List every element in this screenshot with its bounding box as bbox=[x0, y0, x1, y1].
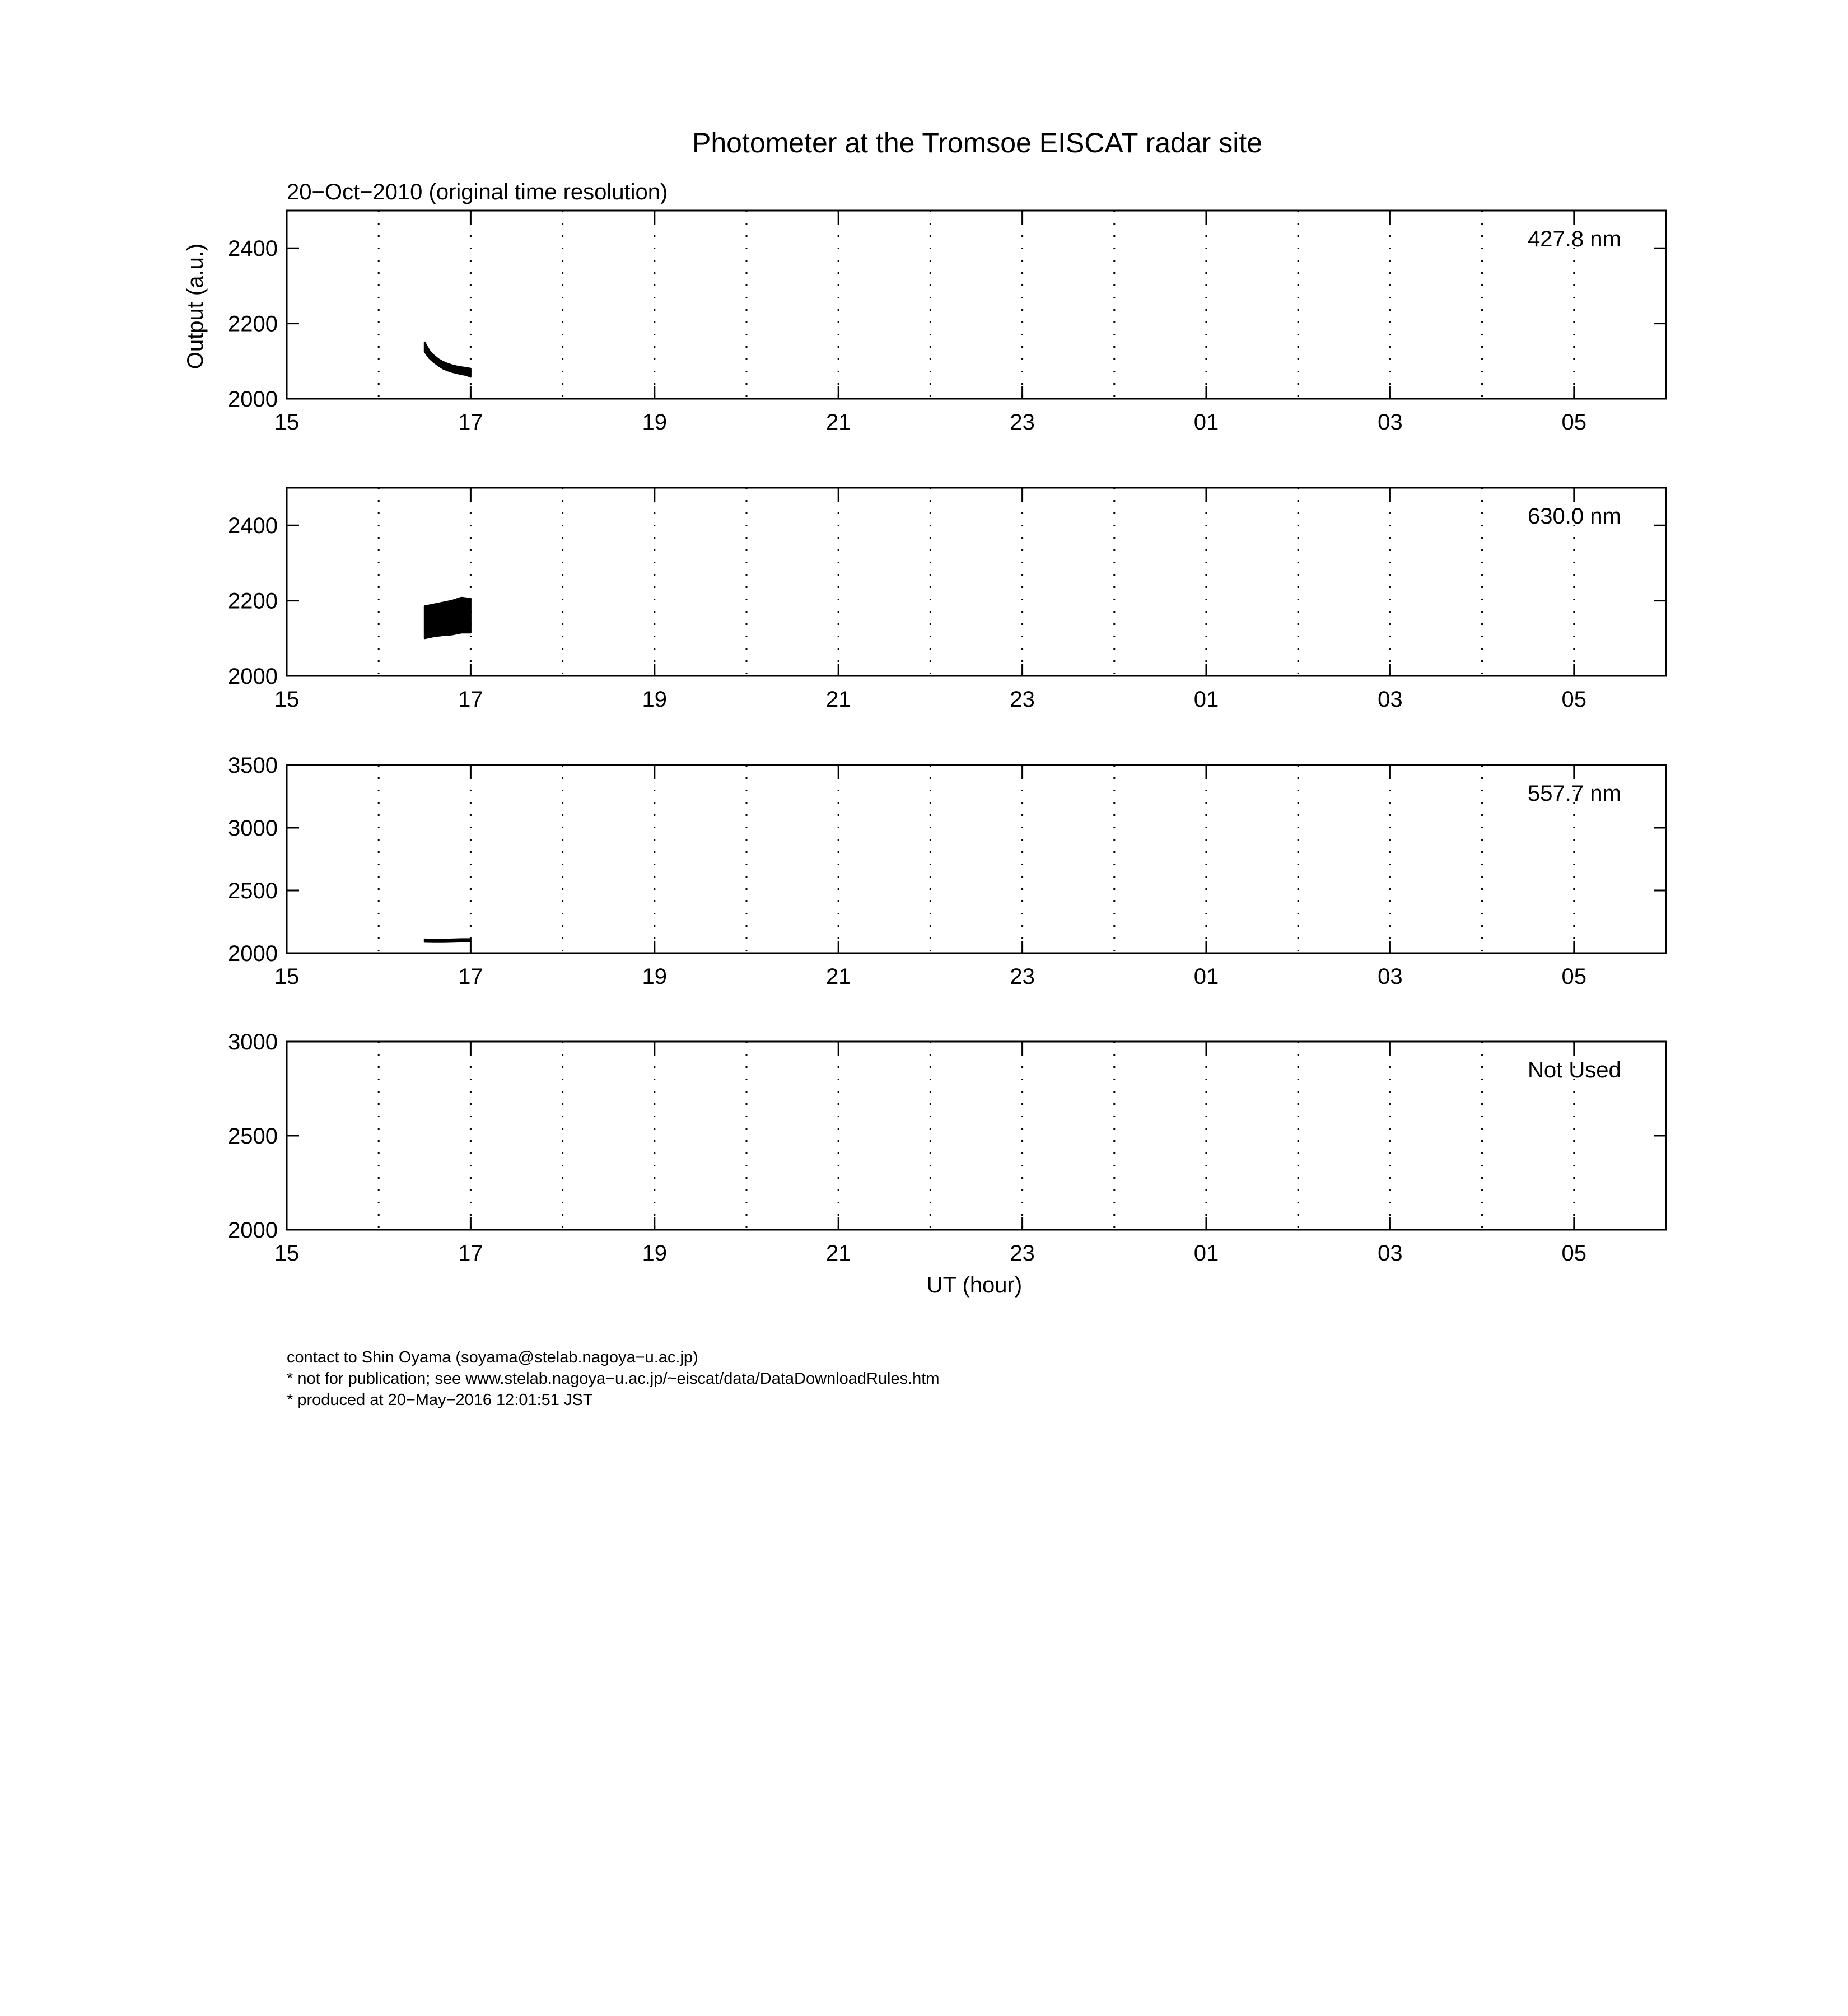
footer-contact: contact to Shin Oyama (soyama@stelab.nagoya−u.ac.jp) bbox=[287, 1348, 698, 1366]
y-tick-label: 3000 bbox=[228, 1030, 278, 1054]
y-tick-label: 2000 bbox=[228, 941, 278, 966]
panel-2 bbox=[228, 488, 1666, 712]
x-tick-label: 19 bbox=[642, 1241, 668, 1266]
x-tick-label: 21 bbox=[825, 1241, 851, 1266]
y-tick-label: 2400 bbox=[228, 236, 278, 262]
x-tick-label: 15 bbox=[274, 410, 300, 435]
x-tick-label: 17 bbox=[458, 687, 483, 712]
y-tick-label: 3500 bbox=[228, 753, 278, 778]
y-tick-label: 2000 bbox=[228, 664, 278, 689]
axes-frame bbox=[287, 1042, 1666, 1230]
x-tick-label: 23 bbox=[1010, 687, 1035, 712]
y-tick-label: 2500 bbox=[228, 1124, 278, 1149]
footer-publication-note: * not for publication; see www.stelab.nagoya−u.ac.jp/~eiscat/data/DataDownloadRules.htm bbox=[287, 1370, 940, 1388]
footer-produced-at: * produced at 20−May−2016 12:01:51 JST bbox=[287, 1391, 593, 1409]
x-tick-label: 17 bbox=[458, 964, 483, 989]
panel-label: 427.8 nm bbox=[1528, 227, 1621, 251]
x-tick-label: 19 bbox=[642, 687, 668, 712]
data-trace bbox=[424, 939, 470, 942]
x-tick-label: 01 bbox=[1193, 1241, 1219, 1266]
x-tick-label: 05 bbox=[1561, 964, 1587, 989]
figure-subtitle: 20−Oct−2010 (original time resolution) bbox=[287, 180, 668, 204]
panel-label: Not Used bbox=[1528, 1058, 1621, 1082]
y-tick-label: 3000 bbox=[228, 816, 278, 841]
x-tick-label: 01 bbox=[1193, 964, 1219, 989]
axes-frame bbox=[287, 765, 1666, 953]
x-tick-label: 05 bbox=[1561, 687, 1587, 712]
y-tick-label: 2400 bbox=[228, 514, 278, 539]
x-tick-label: 03 bbox=[1378, 410, 1403, 435]
x-tick-label: 23 bbox=[1010, 964, 1035, 989]
x-tick-label: 01 bbox=[1193, 410, 1219, 435]
panels bbox=[228, 211, 1666, 1266]
y-tick-label: 2200 bbox=[228, 589, 278, 614]
x-tick-label: 01 bbox=[1193, 687, 1219, 712]
y-tick-label: 2200 bbox=[228, 311, 278, 337]
y-tick-label: 2000 bbox=[228, 1218, 278, 1243]
axes-frame bbox=[287, 211, 1666, 399]
x-tick-label: 05 bbox=[1561, 1241, 1587, 1266]
x-tick-label: 23 bbox=[1010, 410, 1035, 435]
x-tick-label: 19 bbox=[642, 964, 668, 989]
data-trace bbox=[424, 598, 470, 638]
panel-4 bbox=[228, 1030, 1666, 1266]
x-tick-label: 19 bbox=[642, 410, 668, 435]
x-tick-label: 17 bbox=[458, 410, 483, 435]
panel-1 bbox=[228, 211, 1666, 435]
x-tick-label: 17 bbox=[458, 1241, 483, 1266]
x-tick-label: 21 bbox=[825, 410, 851, 435]
y-tick-label: 2000 bbox=[228, 387, 278, 412]
x-tick-label: 21 bbox=[825, 964, 851, 989]
y-tick-label: 2500 bbox=[228, 879, 278, 903]
figure-title: Photometer at the Tromsoe EISCAT radar site bbox=[692, 127, 1263, 158]
x-tick-label: 03 bbox=[1378, 1241, 1403, 1266]
x-tick-label: 03 bbox=[1378, 964, 1403, 989]
x-axis-label: UT (hour) bbox=[926, 1273, 1023, 1298]
x-tick-label: 15 bbox=[274, 1241, 300, 1266]
axes-frame bbox=[287, 488, 1666, 676]
x-tick-label: 15 bbox=[274, 687, 300, 712]
x-tick-label: 23 bbox=[1010, 1241, 1035, 1266]
y-axis-label: Output (a.u.) bbox=[183, 243, 208, 370]
panel-3 bbox=[228, 753, 1666, 989]
data-trace bbox=[424, 342, 470, 377]
panel-label: 557.7 nm bbox=[1528, 781, 1621, 806]
x-tick-label: 05 bbox=[1561, 410, 1587, 435]
x-tick-label: 03 bbox=[1378, 687, 1403, 712]
x-tick-label: 21 bbox=[825, 687, 851, 712]
panel-label: 630.0 nm bbox=[1528, 504, 1621, 529]
x-tick-label: 15 bbox=[274, 964, 300, 989]
